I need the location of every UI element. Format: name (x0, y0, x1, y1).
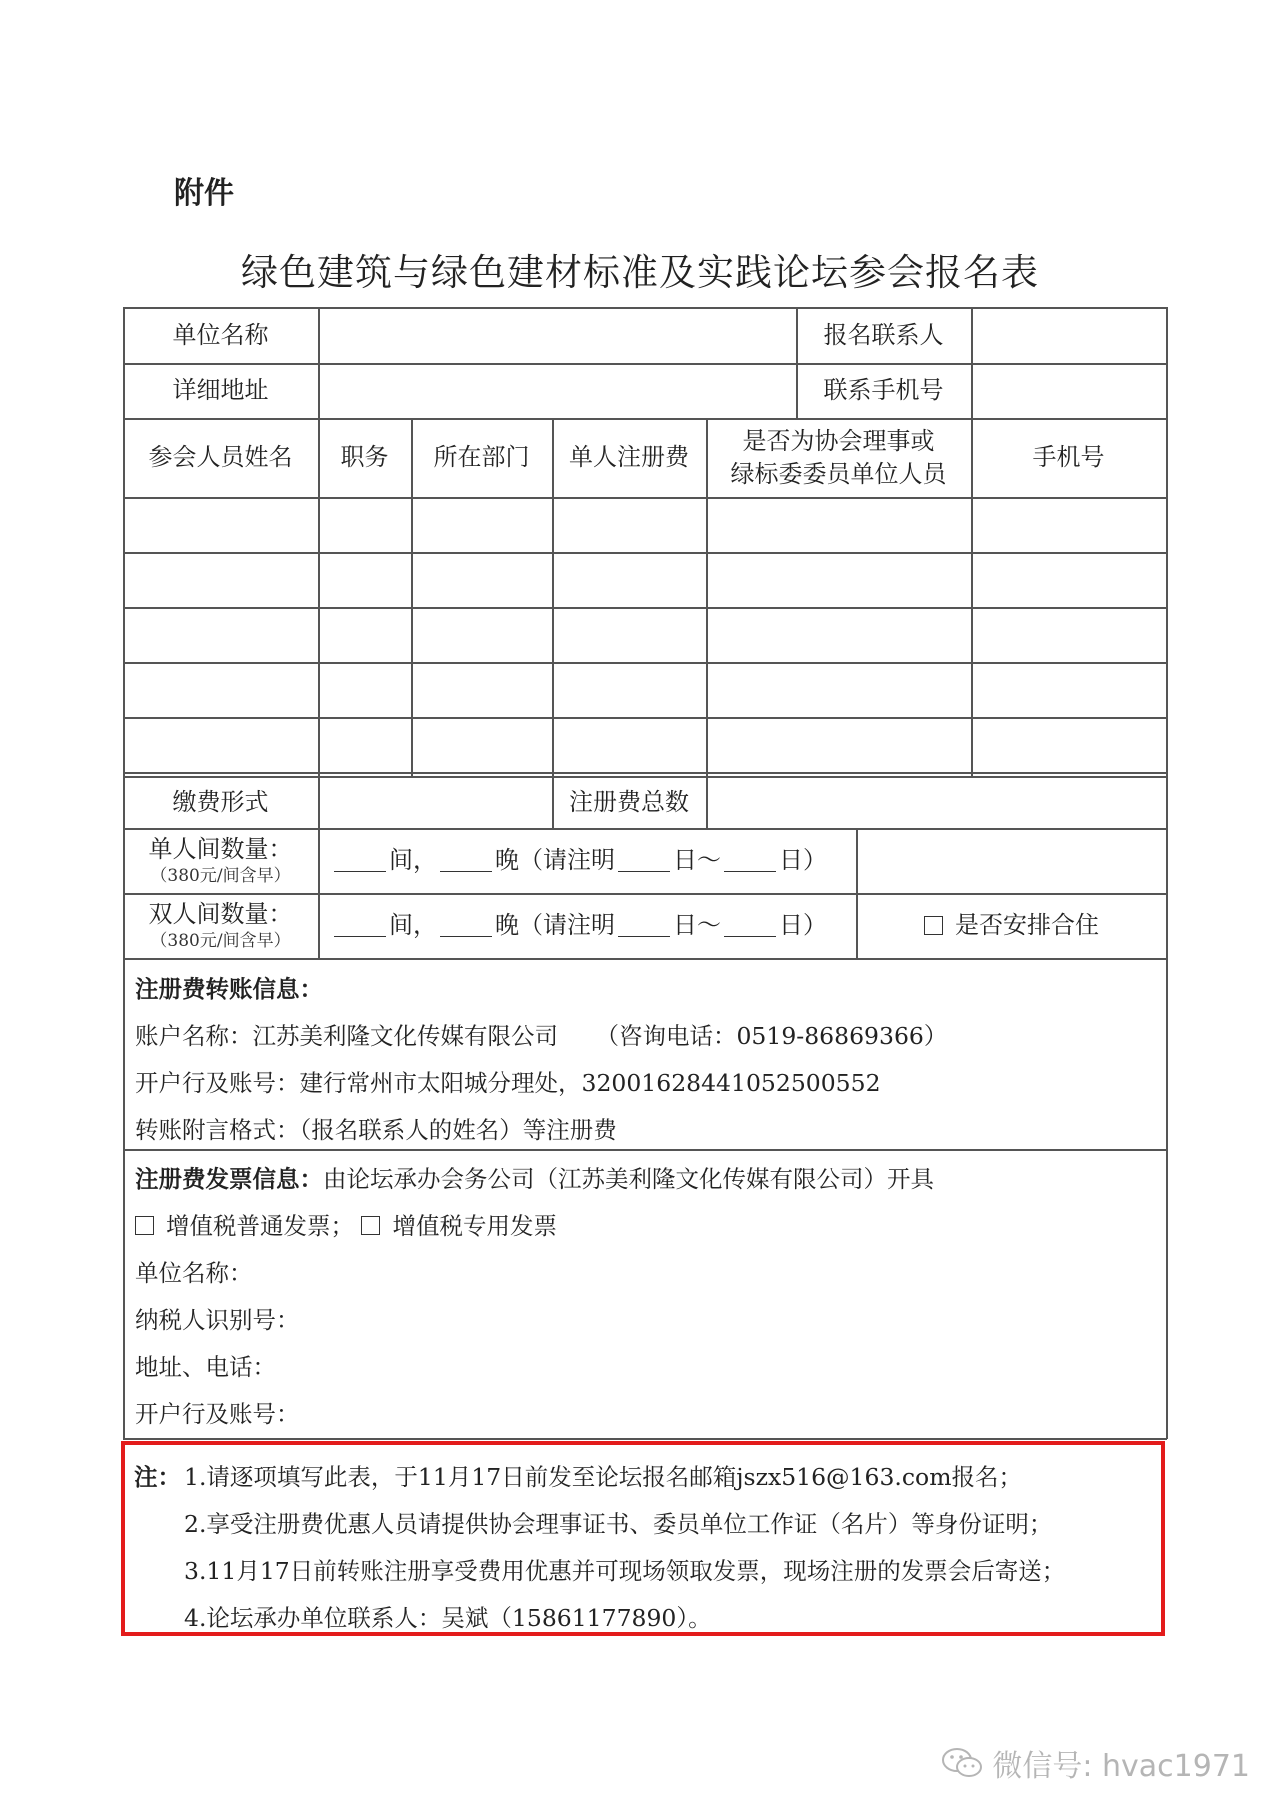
address-field[interactable] (319, 363, 795, 418)
registration-form (123, 307, 1167, 1639)
rule (123, 552, 1167, 554)
note-item: 4.论坛承办单位联系人：吴斌（15861177890）。 (184, 1604, 712, 1632)
single-room-entry[interactable] (319, 828, 856, 893)
contact-mobile-label: 联系手机号 (823, 376, 944, 405)
invoice-unit-name: 单位名称： (135, 1259, 253, 1287)
note-item: 2.享受注册费优惠人员请提供协会理事证书、委员单位工作证（名片）等身份证明； (184, 1510, 1053, 1538)
invoice-heading: 注册费发票信息： (135, 1165, 323, 1193)
invoice-normal-label: 增值税普通发票； (166, 1212, 354, 1240)
note-item: 3.11月17日前转账注册享受费用优惠并可现场领取发票，现场注册的发票会后寄送； (184, 1557, 1066, 1585)
col-header-mobile: 手机号 (1032, 443, 1105, 472)
col-header-department: 所在部门 (433, 443, 530, 472)
invoice-special-label: 增值税专用发票 (392, 1212, 557, 1240)
blank[interactable] (440, 849, 492, 872)
col-header-member-status (706, 418, 971, 497)
col-header-member-line1: 是否为协会理事或 (742, 427, 935, 456)
address-label: 详细地址 (172, 376, 269, 405)
room-unit: 间， (389, 846, 437, 875)
rule (123, 662, 1167, 664)
blank[interactable] (440, 914, 492, 937)
transfer-account-line (135, 1017, 947, 1051)
transfer-bank: 开户行及账号：建行常州市太阳城分理处，32001628441052500552 (135, 1069, 881, 1097)
blank[interactable] (334, 914, 386, 937)
rule (123, 1438, 1167, 1440)
col-header-position: 职务 (340, 443, 389, 472)
double-room-price: （380元/间含早） (150, 931, 291, 952)
day-unit: 日～ (673, 846, 721, 875)
single-room-price: （380元/间含早） (150, 866, 291, 887)
rule (1166, 307, 1168, 1439)
payment-method-label: 缴费形式 (172, 787, 269, 816)
col-header-single-fee: 单人注册费 (569, 443, 689, 472)
invoice-tax-id: 纳税人识别号： (135, 1306, 300, 1334)
blank[interactable] (334, 849, 386, 872)
note-item: 1.请逐项填写此表，于11月17日前发至论坛报名邮箱jszx516@163.com报名； (184, 1463, 1022, 1491)
blank[interactable] (724, 914, 776, 937)
rule (123, 717, 1167, 719)
room-unit: 间， (389, 911, 437, 940)
rule (123, 497, 1167, 499)
wechat-icon (940, 1745, 984, 1781)
transfer-memo: 转账附言格式：（报名联系人的姓名）等注册费 (135, 1116, 617, 1144)
contact-mobile-field[interactable] (972, 363, 1166, 418)
attachment-label: 附件 (174, 176, 234, 211)
blank[interactable] (724, 849, 776, 872)
unit-name-field[interactable] (319, 307, 795, 363)
double-room-entry[interactable] (319, 893, 856, 958)
transfer-phone: （咨询电话：0519-86869366） (595, 1022, 948, 1050)
single-room-label: 单人间数量： (148, 834, 293, 863)
blank[interactable] (618, 914, 670, 937)
contact-person-label: 报名联系人 (823, 320, 944, 349)
rule (706, 776, 708, 828)
transfer-heading: 注册费转账信息： (135, 975, 323, 1003)
invoice-address-phone: 地址、电话： (135, 1353, 276, 1381)
col-header-name: 参会人员姓名 (148, 443, 293, 472)
night-unit: 晚（请注明 (495, 846, 615, 875)
rule (123, 607, 1167, 609)
share-room-label: 是否安排合住 (955, 911, 1099, 940)
day-unit: 日～ (673, 911, 721, 940)
double-room-label-cell (123, 893, 318, 958)
contact-person-field[interactable] (972, 307, 1166, 363)
rule (123, 958, 1167, 960)
day-end: 日） (779, 911, 827, 940)
invoice-issuer: 由论坛承办会务公司（江苏美利隆文化传媒有限公司）开具 (323, 1165, 934, 1193)
day-end: 日） (779, 846, 827, 875)
unit-name-label: 单位名称 (172, 320, 269, 349)
invoice-heading-line (135, 1160, 934, 1194)
rule (123, 1149, 1167, 1151)
single-room-label-cell (123, 828, 318, 893)
share-room-checkbox[interactable] (924, 916, 943, 935)
invoice-bank-account: 开户行及账号： (135, 1400, 300, 1428)
invoice-options (135, 1207, 557, 1241)
form-title: 绿色建筑与绿色建材标准及实践论坛参会报名表 (241, 251, 1039, 294)
night-unit: 晚（请注明 (495, 911, 615, 940)
watermark (940, 1741, 1250, 1785)
rule (318, 776, 320, 828)
invoice-special-checkbox[interactable] (361, 1216, 380, 1235)
watermark-text: 微信号: hvac1971 (992, 1749, 1250, 1784)
col-header-member-line2: 绿标委委员单位人员 (730, 459, 947, 488)
notes-label: 注： (134, 1463, 181, 1491)
transfer-account-name: 账户名称：江苏美利隆文化传媒有限公司 (135, 1022, 558, 1050)
blank[interactable] (618, 849, 670, 872)
invoice-normal-checkbox[interactable] (135, 1216, 154, 1235)
registration-total-label: 注册费总数 (569, 787, 689, 816)
rule (123, 772, 1167, 774)
share-room-option[interactable] (857, 893, 1166, 958)
double-room-label: 双人间数量： (148, 899, 293, 928)
